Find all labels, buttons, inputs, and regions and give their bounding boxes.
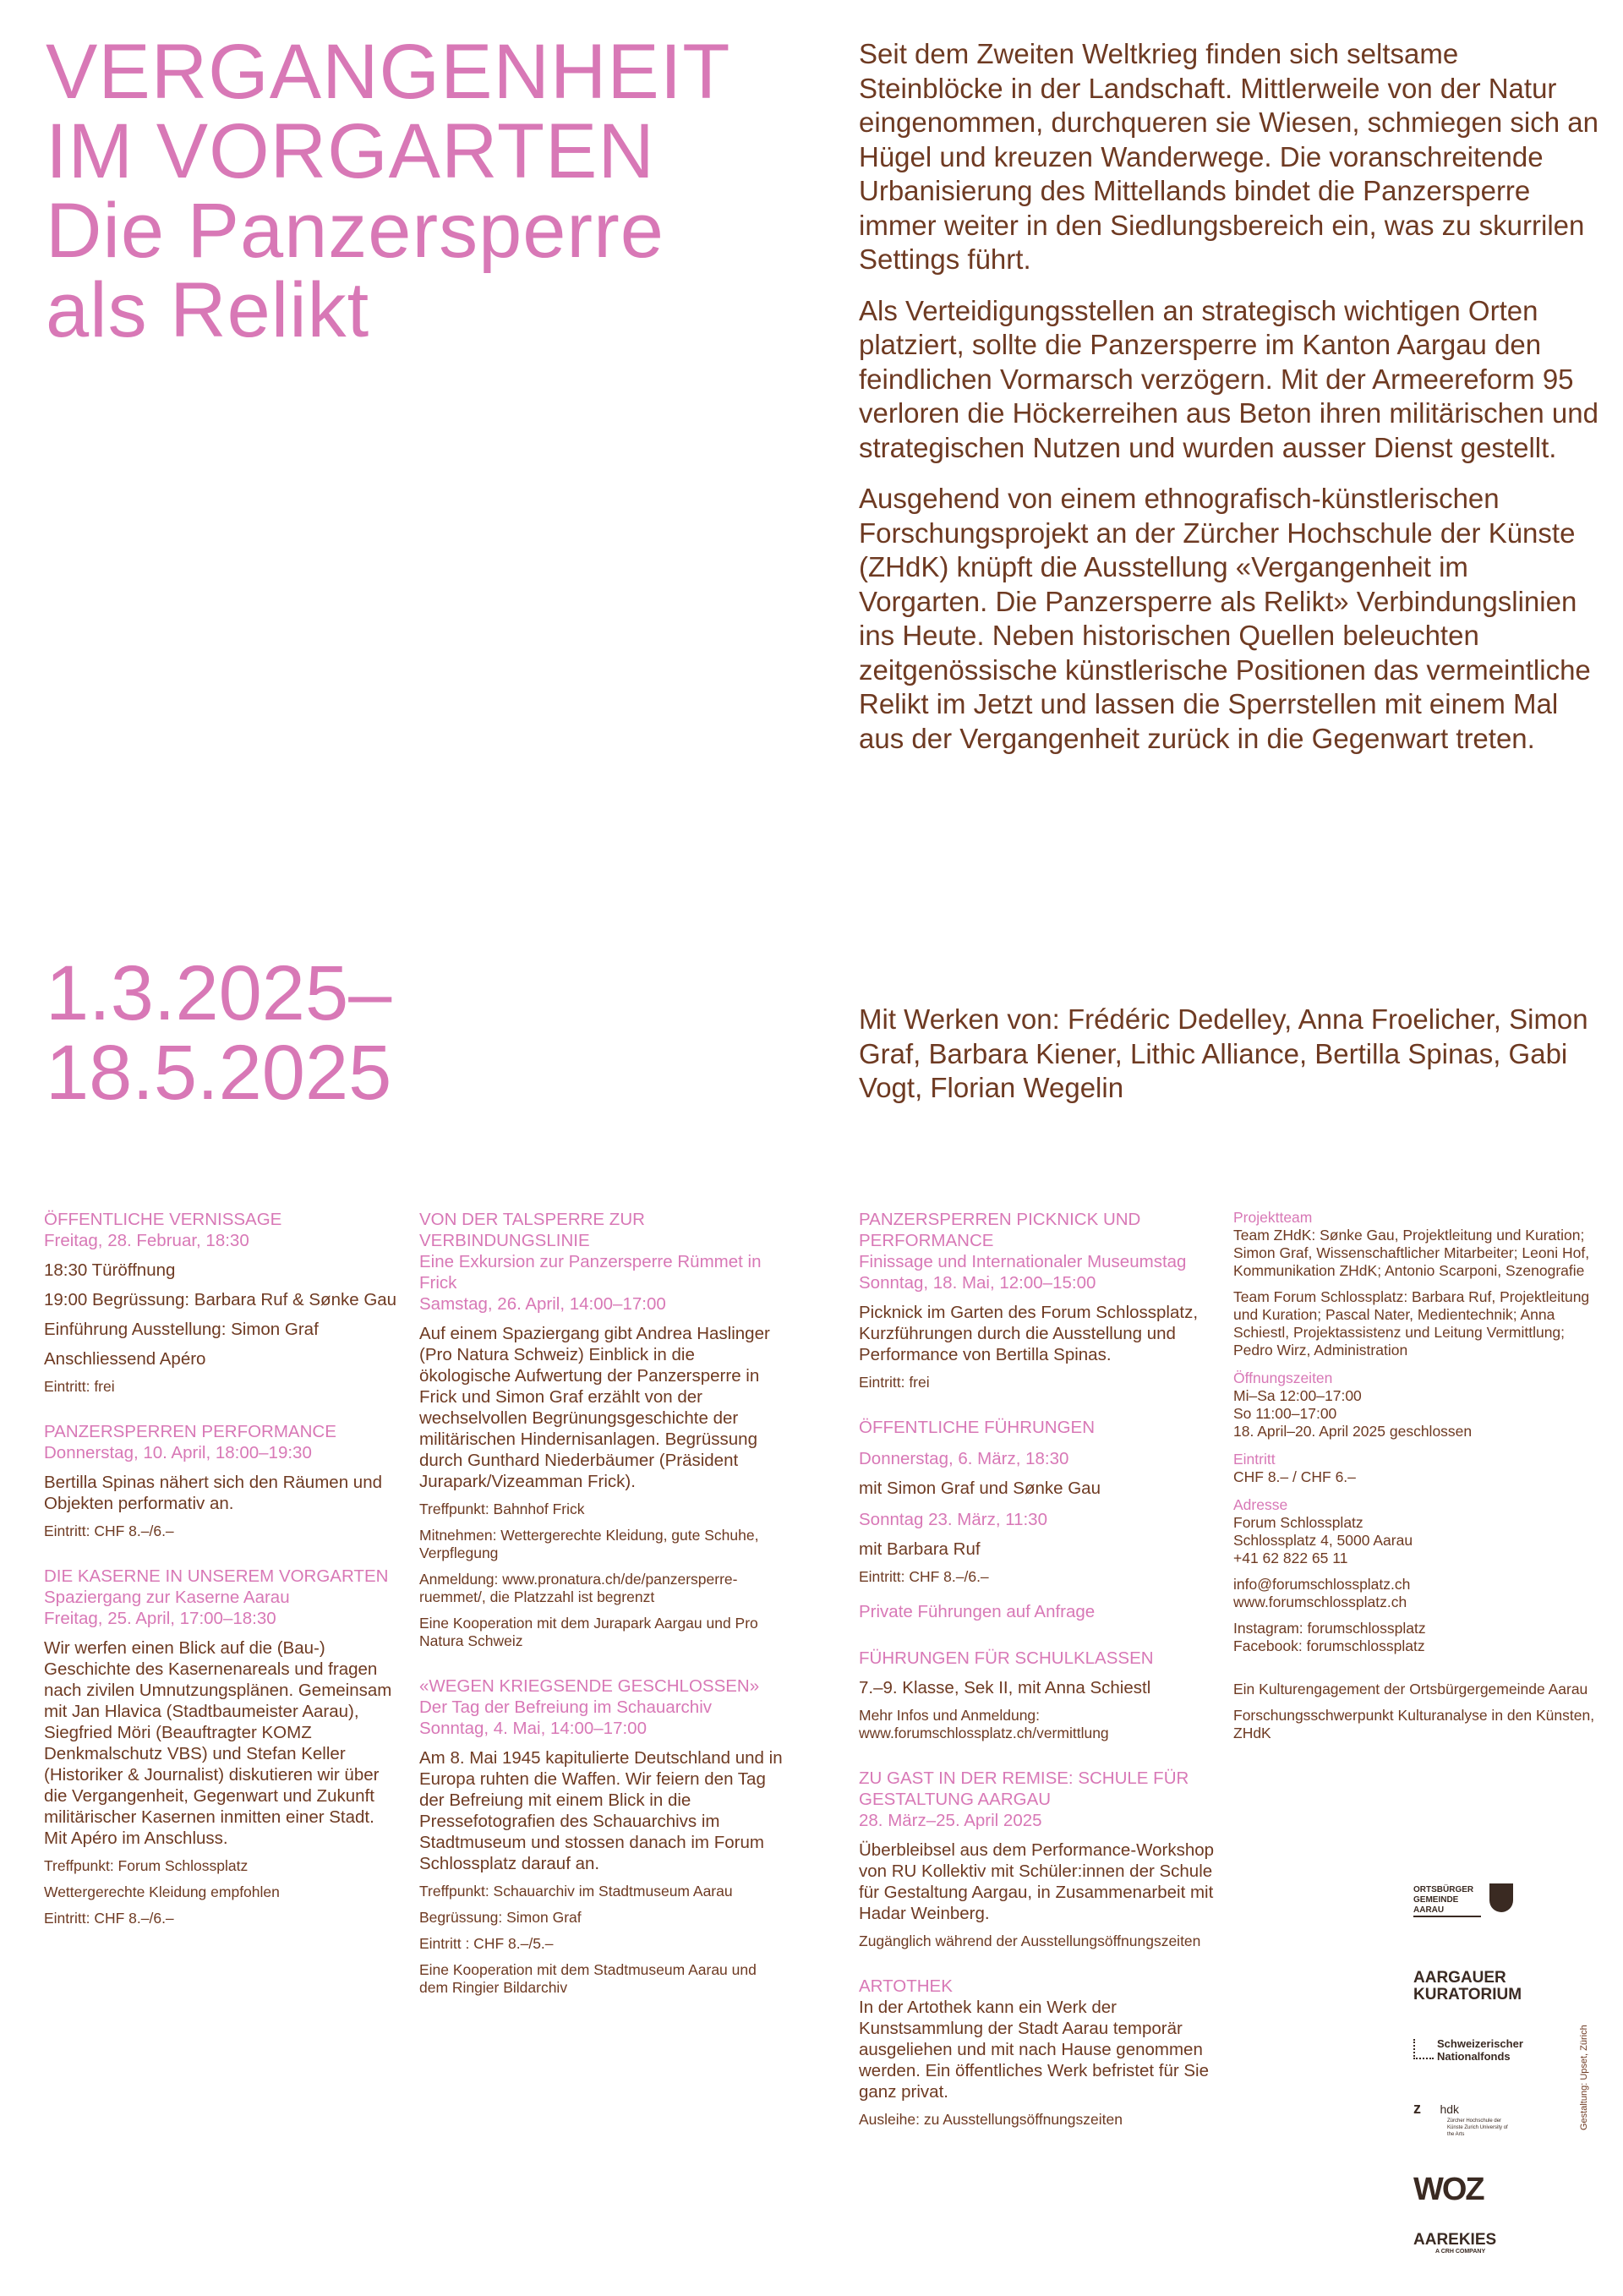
instagram-handle: Instagram: forumschlossplatz: [1233, 1620, 1426, 1637]
event-heading: VON DER TALSPERRE ZUR VERBINDUNGSLINIE: [419, 1210, 645, 1250]
event-line: Anschliessend Apéro: [44, 1349, 206, 1369]
event-picknick: [859, 1209, 1222, 1391]
event-date: Freitag, 25. April, 17:00–18:30: [44, 1609, 276, 1628]
admission-prices: CHF 8.– / CHF 6.–: [1233, 1468, 1356, 1485]
event-registration: Mehr Infos und Anmeldung: www.forumschlossplatz.ch/vermittlung: [859, 1707, 1109, 1741]
event-description: Bertilla Spinas nähert sich den Räumen und Objekten performativ an.: [44, 1473, 382, 1513]
facebook-handle: Facebook: forumschlossplatz: [1233, 1637, 1425, 1654]
event-admission: Eintritt: frei: [44, 1378, 115, 1395]
intro-paragraph-3: Ausgehend von einem ethnografisch-künstlerischen Forschungsprojekt an der Zürcher Hochschule der Künste (ZHdK) knüpft die Ausstellung «Vergangenheit im Vorgarten. Die Panzersperre als Relikt» Verbindungslinien ins Heute. Neben historischen Quellen beleuchten zeitgenössische künstlerische Positionen das vermeintliche Relikt im Jetzt und lassen die Sperrstellen mit einem Mal aus der Vergangenheit zurück in die Gegenwart treten.: [859, 483, 1591, 754]
event-admission: Eintritt : CHF 8.–/5.–: [419, 1935, 554, 1952]
opening-hours-heading: Öffnungszeiten: [1233, 1369, 1333, 1386]
snf-logo: [1413, 2037, 1523, 2063]
design-credit: Gestaltung: Upset, Zürich: [1579, 2025, 1589, 2130]
aarekies-logo: [1413, 2232, 1496, 2255]
event-note: Zugänglich während der Ausstellungsöffnungszeiten: [859, 1932, 1201, 1949]
exhibition-dates: [46, 950, 392, 1116]
event-talsperre: [419, 1209, 783, 1650]
event-meeting-point: Treffpunkt: Bahnhof Frick: [419, 1501, 585, 1517]
event-note: Begrüssung: Simon Graf: [419, 1909, 582, 1926]
address-heading: Adresse: [1233, 1496, 1288, 1513]
event-heading: ÖFFENTLICHE FÜHRUNGEN: [859, 1418, 1096, 1437]
event-date: Donnerstag, 6. März, 18:30: [859, 1449, 1069, 1468]
snf-line-2: Nationalfonds: [1437, 2050, 1511, 2063]
event-date: Sonntag, 18. Mai, 12:00–15:00: [859, 1273, 1096, 1293]
events-column-2: [419, 1209, 783, 2017]
snf-line-1: Schweizerischer: [1437, 2037, 1523, 2050]
opening-hours-line: So 11:00–17:00: [1233, 1405, 1337, 1422]
event-description: Am 8. Mai 1945 kapitulierte Deutschland und in Europa ruhten die Waffen. Wir feiern den Tag der Befreiung mit einem Blick in die Pressefotografien des Schauarchivs im Stadtmuseum und stossen danach im Forum Schlossplatz darauf an.: [419, 1748, 783, 1873]
event-kriegsende: [419, 1676, 783, 1997]
address-venue: Forum Schlossplatz: [1233, 1514, 1363, 1531]
event-admission: Eintritt: frei: [859, 1374, 930, 1391]
event-date: Sonntag 23. März, 11:30: [859, 1510, 1047, 1529]
title-line-2: IM VORGARTEN: [46, 108, 655, 194]
event-line: mit Simon Graf und Sønke Gau: [859, 1479, 1101, 1498]
event-description: Überbleibsel aus dem Performance-Workshop von RU Kollektiv mit Schüler:innen der Schule für Gestaltung Aargau, in Zusammenarbeit mit Hadar Weinberg.: [859, 1840, 1215, 1923]
event-registration: Anmeldung: www.pronatura.ch/de/panzersperre-ruemmet/, die Platzzahl ist begrenzt: [419, 1571, 738, 1605]
woz-logo: WOZ: [1413, 2172, 1484, 2207]
snf-network-icon: [1413, 2039, 1434, 2059]
event-subheading: Finissage und Internationaler Museumstag: [859, 1252, 1187, 1271]
event-schulklassen: [859, 1648, 1222, 1742]
kuratorium-line-2: KURATORIUM: [1413, 1986, 1522, 2004]
event-heading: «WEGEN KRIEGSENDE GESCHLOSSEN»: [419, 1676, 760, 1696]
event-description: Wir werfen einen Blick auf die (Bau-) Geschichte des Kasernenareals und fragen nach zivilen Umnutzungsplänen. Gemeinsam mit Jan Hlavica (Stadtbaumeister Aarau), Siegfried Möri (Beauftragter KOMZ Denkmalschutz VBS) und Stefan Keller (Historiker & Journalist) diskutieren wir über die Vergangenheit, Gegenwart und Zukunft militärischer Kasernen inmitten einer Stadt. Mit Apéro im Anschluss.: [44, 1638, 392, 1848]
event-vernissage: [44, 1209, 399, 1396]
event-heading: DIE KASERNE IN UNSEREM VORGARTEN: [44, 1566, 389, 1586]
private-tours-note: Private Führungen auf Anfrage: [859, 1602, 1096, 1621]
event-subheading: Der Tag der Befreiung im Schauarchiv: [419, 1697, 713, 1717]
event-meeting-point: Treffpunkt: Schauarchiv im Stadtmuseum Aarau: [419, 1883, 733, 1900]
intro-paragraph-2: Als Verteidigungsstellen an strategisch wichtigen Orten platziert, sollte die Panzersperre im Kanton Aargau den feindlichen Vormarsch verzögern. Mit der Armeereform 95 verloren die Höckerreihen aus Beton ihren militärischen und strategischen Nutzen und wurden ausser Dienst gestellt.: [859, 294, 1598, 463]
event-note: Wettergerechte Kleidung empfohlen: [44, 1883, 280, 1900]
projektteam-zhdk: Team ZHdK: Sønke Gau, Projektleitung und Kuration; Simon Graf, Wissenschaftlicher Mitarbeiter; Leoni Hof, Kommunikation ZHdK; Antonio Scarponi, Szenografie: [1233, 1227, 1590, 1279]
event-remise: [859, 1768, 1222, 1950]
event-heading: ÖFFENTLICHE VERNISSAGE: [44, 1210, 282, 1229]
event-subheading: Spaziergang zur Kaserne Aarau: [44, 1588, 290, 1607]
kuratorium-line-1: AARGAUER: [1413, 1969, 1506, 1987]
event-heading: FÜHRUNGEN FÜR SCHULKLASSEN: [859, 1648, 1154, 1668]
aargauer-kuratorium-logo: [1413, 1970, 1522, 2004]
ortsbuerger-logo-text: ORTSBÜRGER GEMEINDE AARAU: [1413, 1885, 1481, 1917]
address-phone: +41 62 822 65 11: [1233, 1550, 1348, 1566]
event-date: 28. März–25. April 2025: [859, 1811, 1042, 1830]
zhdk-logo-text: hdk: [1440, 2102, 1460, 2116]
event-meeting-point: Treffpunkt: Forum Schlossplatz: [44, 1857, 249, 1874]
intro-paragraph-1: Seit dem Zweiten Weltkrieg finden sich seltsame Steinblöcke in der Landschaft. Mittlerweile von der Natur eingenommen, durchqueren sie Wiesen, schmiegen sich an Hügel und kreuzen Wanderwege. Die voranschreitende Urbanisierung des Mittellands bindet die Panzersperre immer weiter in den Siedlungsbereich ein, was zu skurrilen Settings führt.: [859, 38, 1598, 275]
projektteam-heading: Projektteam: [1233, 1209, 1313, 1226]
event-kaserne: [44, 1566, 399, 1927]
event-line: Einführung Ausstellung: Simon Graf: [44, 1320, 319, 1339]
intro-text: [859, 37, 1603, 773]
event-date: Samstag, 26. April, 14:00–17:00: [419, 1294, 666, 1314]
support-ortsbuerger: Ein Kulturengagement der Ortsbürgergemeinde Aarau: [1233, 1681, 1588, 1697]
event-description: Auf einem Spaziergang gibt Andrea Haslinger (Pro Natura Schweiz) Einblick in die ökologische Aufwertung der Panzersperre in Frick und Simon Graf erzählt von der wechselvollen Begrünungsgeschichte der militärischen Hindernisanlagen. Begrüssung durch Gunthard Niederbäumer (Präsident Jurapark/Vizeamman Frick).: [419, 1324, 770, 1491]
event-date: Freitag, 28. Februar, 18:30: [44, 1231, 249, 1250]
event-cooperation: Eine Kooperation mit dem Stadtmuseum Aarau und dem Ringier Bildarchiv: [419, 1961, 757, 1996]
event-fuehrungen: [859, 1417, 1222, 1622]
address-street: Schlossplatz 4, 5000 Aarau: [1233, 1532, 1413, 1549]
zhdk-subtitle: Zürcher Hochschule der Künste Zurich University of the Arts: [1447, 2118, 1508, 2137]
event-line: 7.–9. Klasse, Sek II, mit Anna Schiestl: [859, 1678, 1151, 1697]
event-artothek: [859, 1976, 1222, 2129]
event-note: Ausleihe: zu Ausstellungsöffnungszeiten: [859, 2111, 1123, 2128]
event-heading: PANZERSPERREN PICKNICK UND PERFORMANCE: [859, 1210, 1141, 1250]
artists-list: Mit Werken von: Frédéric Dedelley, Anna Froelicher, Simon Graf, Barbara Kiener, Lithic Alliance, Bertilla Spinas, Gabi Vogt, Florian Wegelin: [859, 1003, 1588, 1103]
event-description: Picknick im Garten des Forum Schlossplatz, Kurzführungen durch die Ausstellung und Performance von Bertilla Spinas.: [859, 1303, 1199, 1364]
event-cooperation: Eine Kooperation mit dem Jurapark Aargau und Pro Natura Schweiz: [419, 1615, 758, 1649]
aarekies-subtitle: A CRH COMPANY: [1435, 2249, 1486, 2255]
event-description: In der Artothek kann ein Werk der Kunstsammlung der Stadt Aarau temporär ausgeliehen und mit nach Hause genommen werden. Ein öffentliches Werk befristet für Sie ganz privat.: [859, 1998, 1209, 2102]
subtitle-line-1: Die Panzersperre: [46, 188, 664, 274]
aarekies-logo-text: AAREKIES: [1413, 2231, 1497, 2249]
event-date: Donnerstag, 10. April, 18:00–19:30: [44, 1443, 312, 1462]
poster-title: [46, 29, 806, 353]
admission-heading: Eintritt: [1233, 1451, 1276, 1468]
event-performance: [44, 1421, 399, 1540]
events-column-3: [859, 1209, 1222, 2149]
zhdk-logo: [1413, 2100, 1515, 2138]
event-heading: ARTOTHEK: [859, 1976, 953, 1996]
projektteam-forum: Team Forum Schlossplatz: Barbara Ruf, Projektleitung und Kuration; Pascal Nater, Medientechnik; Anna Schiestl, Projektassistenz und Leitung Vermittlung; Pedro Wirz, Administration: [1233, 1288, 1590, 1358]
date-start: 1.3.2025–: [46, 950, 392, 1036]
ortsbuerger-logo: [1413, 1885, 1481, 1917]
zhdk-z-mark: z: [1413, 2100, 1421, 2117]
events-column-1: [44, 1209, 399, 1948]
event-note: Mitnehmen: Wettergerechte Kleidung, gute Schuhe, Verpflegung: [419, 1527, 759, 1561]
event-line: 19:00 Begrüssung: Barbara Ruf & Sønke Gau: [44, 1290, 397, 1309]
support-zhdk: Forschungsschwerpunkt Kulturanalyse in den Künsten, ZHdK: [1233, 1707, 1595, 1741]
opening-hours-line: Mi–Sa 12:00–17:00: [1233, 1387, 1362, 1404]
address-website: www.forumschlossplatz.ch: [1233, 1594, 1407, 1610]
event-date: Sonntag, 4. Mai, 14:00–17:00: [419, 1719, 647, 1738]
address-email: info@forumschlossplatz.ch: [1233, 1576, 1411, 1593]
event-heading: PANZERSPERREN PERFORMANCE: [44, 1422, 336, 1441]
event-heading: ZU GAST IN DER REMISE: SCHULE FÜR GESTALTUNG AARGAU: [859, 1768, 1189, 1809]
event-line: 18:30 Türöffnung: [44, 1260, 176, 1280]
event-line: mit Barbara Ruf: [859, 1539, 981, 1559]
event-admission: Eintritt: CHF 8.–/6.–: [44, 1910, 174, 1927]
coat-of-arms-icon: [1489, 1883, 1513, 1912]
date-end: 18.5.2025: [46, 1030, 392, 1116]
info-column: [1233, 1209, 1605, 1742]
event-admission: Eintritt: CHF 8.–/6.–: [859, 1568, 989, 1585]
event-subheading: Eine Exkursion zur Panzersperre Rümmet in Frick: [419, 1252, 762, 1293]
title-line-1: VERGANGENHEIT: [46, 29, 731, 115]
event-admission: Eintritt: CHF 8.–/6.–: [44, 1522, 174, 1539]
subtitle-line-2: als Relikt: [46, 267, 370, 353]
opening-hours-closed: 18. April–20. April 2025 geschlossen: [1233, 1423, 1473, 1440]
